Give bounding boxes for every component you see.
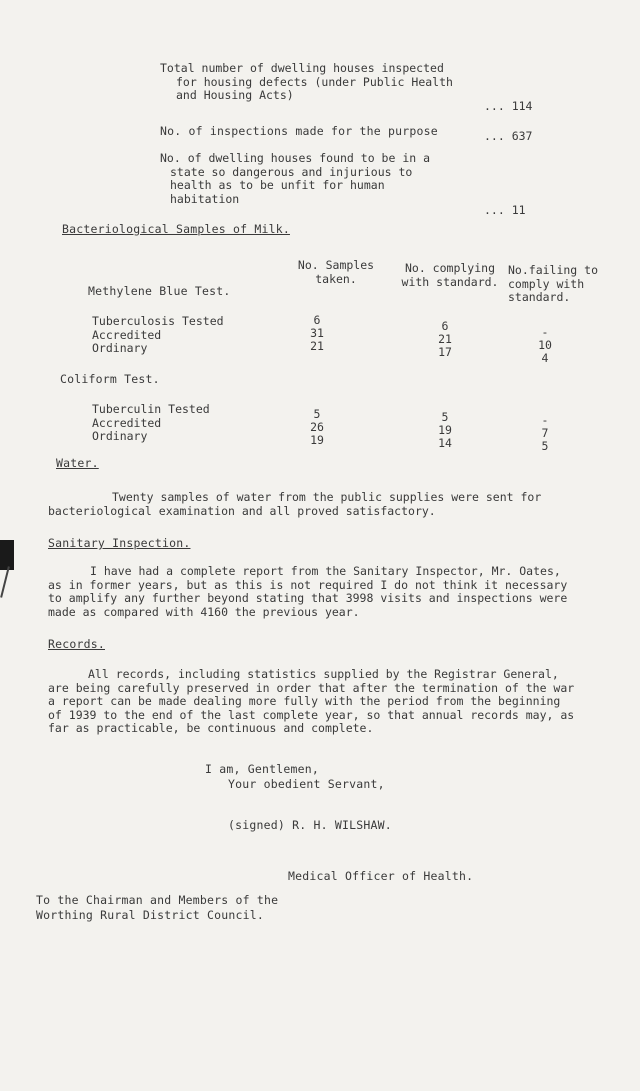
closing-servant: Your obedient Servant, [228,777,385,791]
sanitary-heading: Sanitary Inspection. [48,536,191,550]
milk-group1-taken: 6 31 21 [310,313,324,353]
officer-title: Medical Officer of Health. [288,869,474,883]
records-heading: Records. [48,637,105,651]
housing-value-unfit: ... 11 [484,203,526,217]
housing-item-inspections: No. of inspections made for the purpose [160,124,438,138]
signature-line: (signed) R. H. WILSHAW. [228,818,392,832]
milk-group2-failing: - 7 5 [541,413,549,453]
milk-group2-complying: 5 19 14 [438,410,452,450]
milk-group1-failing: - 10 4 [538,325,552,365]
closing-salutation: I am, Gentlemen, [205,762,319,776]
milk-group2-taken: 5 26 19 [310,407,324,447]
sanitary-paragraph: I have had a complete report from the Sanitary Inspector, Mr. Oates, as in former years, but as this is not required I do not think it necessary to amplify any further beyond stating that 3998 visits and inspections were made as compared with 4160 the previous year. [48,564,568,619]
water-paragraph: Twenty samples of water from the public supplies were sent for bacteriological examination and all proved satisfactory. [48,490,542,518]
scan-edge-line [0,566,10,598]
milk-col-header-failing: No.failing to comply with standard. [508,263,599,304]
milk-coliform-label: Coliform Test. [60,372,160,386]
milk-heading: Bacteriological Samples of Milk. [62,222,290,236]
housing-value-total-inspected: ... 114 [484,99,533,113]
milk-col-header-taken: No. Samples taken. [297,258,375,286]
water-heading: Water. [56,456,99,470]
housing-item-total-inspected: Total number of dwelling houses inspected for housing defects (under Public Health and Housing Acts) [160,61,453,103]
addressee-line-1: To the Chairman and Members of the [36,893,279,907]
housing-item-unfit: No. of dwelling houses found to be in a state so dangerous and injurious to health as to be unfit for human habitation [160,151,431,206]
milk-methylene-label: Methylene Blue Test. [88,284,231,298]
milk-group1-complying: 6 21 17 [438,319,452,359]
records-paragraph: All records, including statistics supplied by the Registrar General, are being carefully preserved in order that after the termination of the war a report can be made dealing more fully with the period from the beginning of 1939 to the end of the last complete year, so that annual records may, as far as practicable, be continuous and complete. [48,667,575,736]
housing-value-inspections: ... 637 [484,129,533,143]
milk-group2-labels: Tuberculin Tested Accredited Ordinary [92,402,210,444]
milk-group1-labels: Tuberculosis Tested Accredited Ordinary [92,314,224,356]
addressee-line-2: Worthing Rural District Council. [36,908,264,922]
milk-col-header-complying: No. complying with standard. [401,261,499,289]
